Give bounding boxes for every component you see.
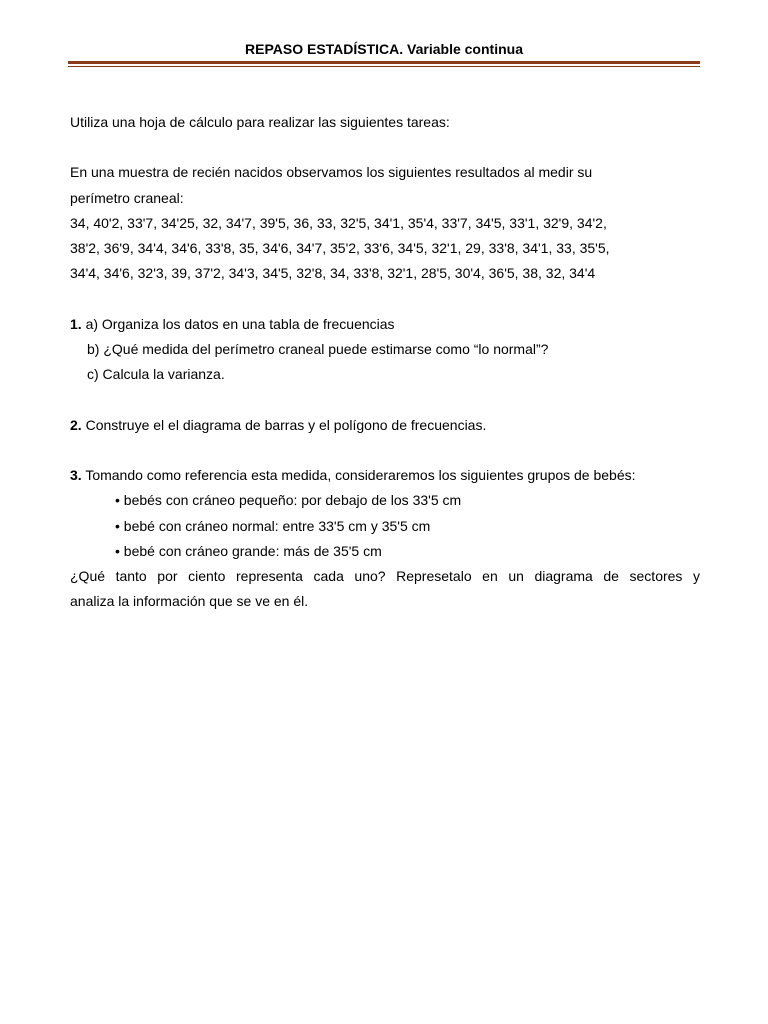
group-bullet-normal: • bebé con cráneo normal: entre 33'5 cm y 35'5 cm — [115, 517, 431, 534]
question-3 — [70, 463, 700, 488]
context-line-2: perímetro craneal: — [70, 189, 184, 206]
question-3-number: 3. — [70, 466, 82, 483]
group-bullet-large: • bebé con cráneo grande: más de 35'5 cm — [115, 542, 382, 559]
document-body — [70, 110, 700, 615]
question-3-text: Tomando como referencia esta medida, consideraremos los siguientes grupos de bebés: — [81, 466, 636, 483]
question-1-number: 1. — [70, 315, 82, 332]
data-line-2: 38'2, 36'9, 34'4, 34'6, 33'8, 35, 34'6, 34'7, 35'2, 33'6, 34'5, 32'1, 29, 33'8, 34'1, 33, 35'5, — [70, 240, 610, 257]
data-line-3: 34'4, 34'6, 32'3, 39, 37'2, 34'3, 34'5, 32'8, 34, 33'8, 32'1, 28'5, 30'4, 36'5, 38, 32, 34'4 — [70, 265, 596, 282]
question-1b: b) ¿Qué medida del perímetro craneal puede estimarse como “lo normal”? — [87, 341, 549, 358]
question-3-closing-line-1: ¿Qué tanto por ciento representa cada uno? Represetalo en un diagrama de sectores y — [70, 568, 700, 585]
question-1a-text: a) Organiza los datos en una tabla de frecuencias — [81, 315, 395, 332]
header-rule-thin — [68, 66, 700, 67]
data-line-1: 34, 40'2, 33'7, 34'25, 32, 34'7, 39'5, 36, 33, 32'5, 34'1, 35'4, 33'7, 34'5, 33'1, 32'9, 34'2, — [70, 214, 607, 231]
group-bullet-small: • bebés con cráneo pequeño: por debajo de los 33'5 cm — [115, 492, 462, 509]
question-1a — [70, 312, 700, 337]
question-2-number: 2. — [70, 416, 82, 433]
context-line-1: En una muestra de recién nacidos observamos los siguientes resultados al medir su — [70, 164, 593, 181]
page-title: REPASO ESTADÍSTICA. Variable continua — [245, 41, 523, 57]
intro-paragraph: Utiliza una hoja de cálculo para realizar las siguientes tareas: — [70, 114, 450, 130]
question-2 — [70, 413, 700, 438]
question-2-text: Construye el el diagrama de barras y el polígono de frecuencias. — [81, 416, 487, 433]
question-1c: c) Calcula la varianza. — [87, 366, 225, 383]
question-3-closing-line-2: analiza la información que se ve en él. — [70, 593, 309, 610]
header-rule-thick — [68, 61, 700, 64]
